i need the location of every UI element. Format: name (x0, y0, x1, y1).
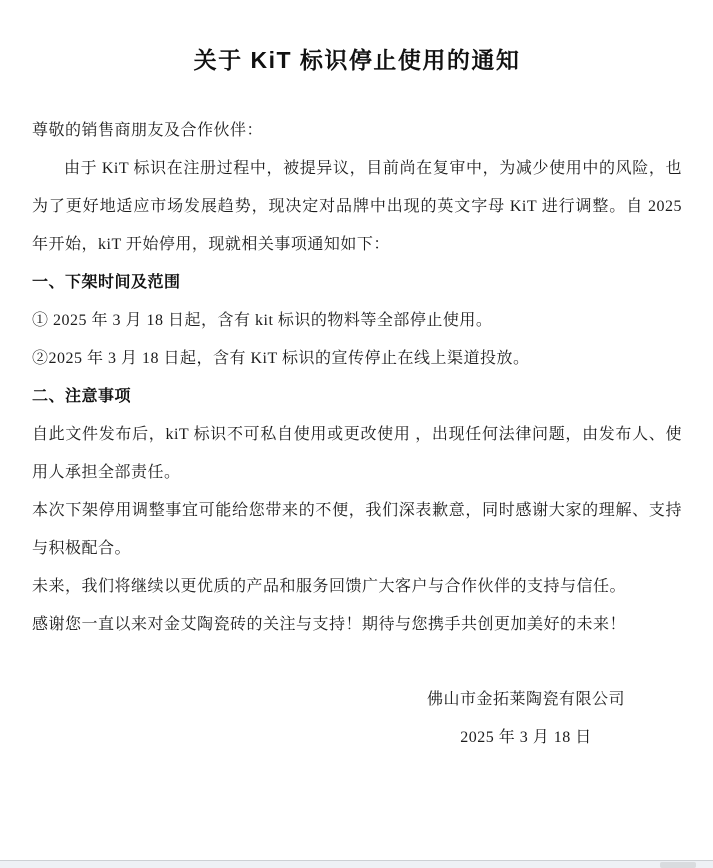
notes-paragraph-future: 未来，我们将继续以更优质的产品和服务回馈广大客户与合作伙伴的支持与信任。 (32, 578, 627, 595)
scope-item-2: ②2025 年 3 月 18 日起，含有 KiT 标识的宣传停止在线上渠道投放。 (32, 350, 530, 367)
signature-block (32, 681, 625, 757)
notes-paragraph-thanks: 感谢您一直以来对金艾陶瓷砖的关注与支持！期待与您携手共创更加美好的未来！ (32, 616, 627, 633)
signature-inner (427, 681, 625, 757)
scope-item-1: ① 2025 年 3 月 18 日起，含有 kit 标识的物料等全部停止使用。 (32, 312, 493, 329)
greeting-line: 尊敬的销售商朋友及合作伙伴： (32, 122, 264, 139)
horizontal-scrollbar[interactable] (0, 860, 713, 868)
signature-company: 佛山市金拓莱陶瓷有限公司 (426, 691, 625, 708)
notes-paragraph-apology: 本次下架停用调整事宜可能给您带来的不便，我们深表歉意，同时感谢大家的理解、支持与积极配合。 (32, 502, 682, 557)
section-heading-notes: 二、注意事项 (32, 388, 132, 405)
section-heading-scope: 一、下架时间及范围 (32, 274, 181, 291)
horizontal-scrollbar-thumb[interactable] (660, 862, 696, 868)
intro-paragraph: 由于 KiT 标识在注册过程中，被提异议，目前尚在复审中，为减少使用中的风险，也为了更好地适应市场发展趋势，现决定对品牌中出现的英文字母 KiT 进行调整。自 2025 年开始，kiT 开始停用，现就相关事项通知如下： (32, 160, 682, 253)
document-title: 关于 KiT 标识停止使用的通知 (193, 47, 521, 73)
signature-date: 2025 年 3 月 18 日 (460, 729, 592, 746)
notes-paragraph-liability: 自此文件发布后，kiT 标识不可私自使用或更改使用 ，出现任何法律问题，由发布人、使用人承担全部责任。 (32, 426, 682, 481)
